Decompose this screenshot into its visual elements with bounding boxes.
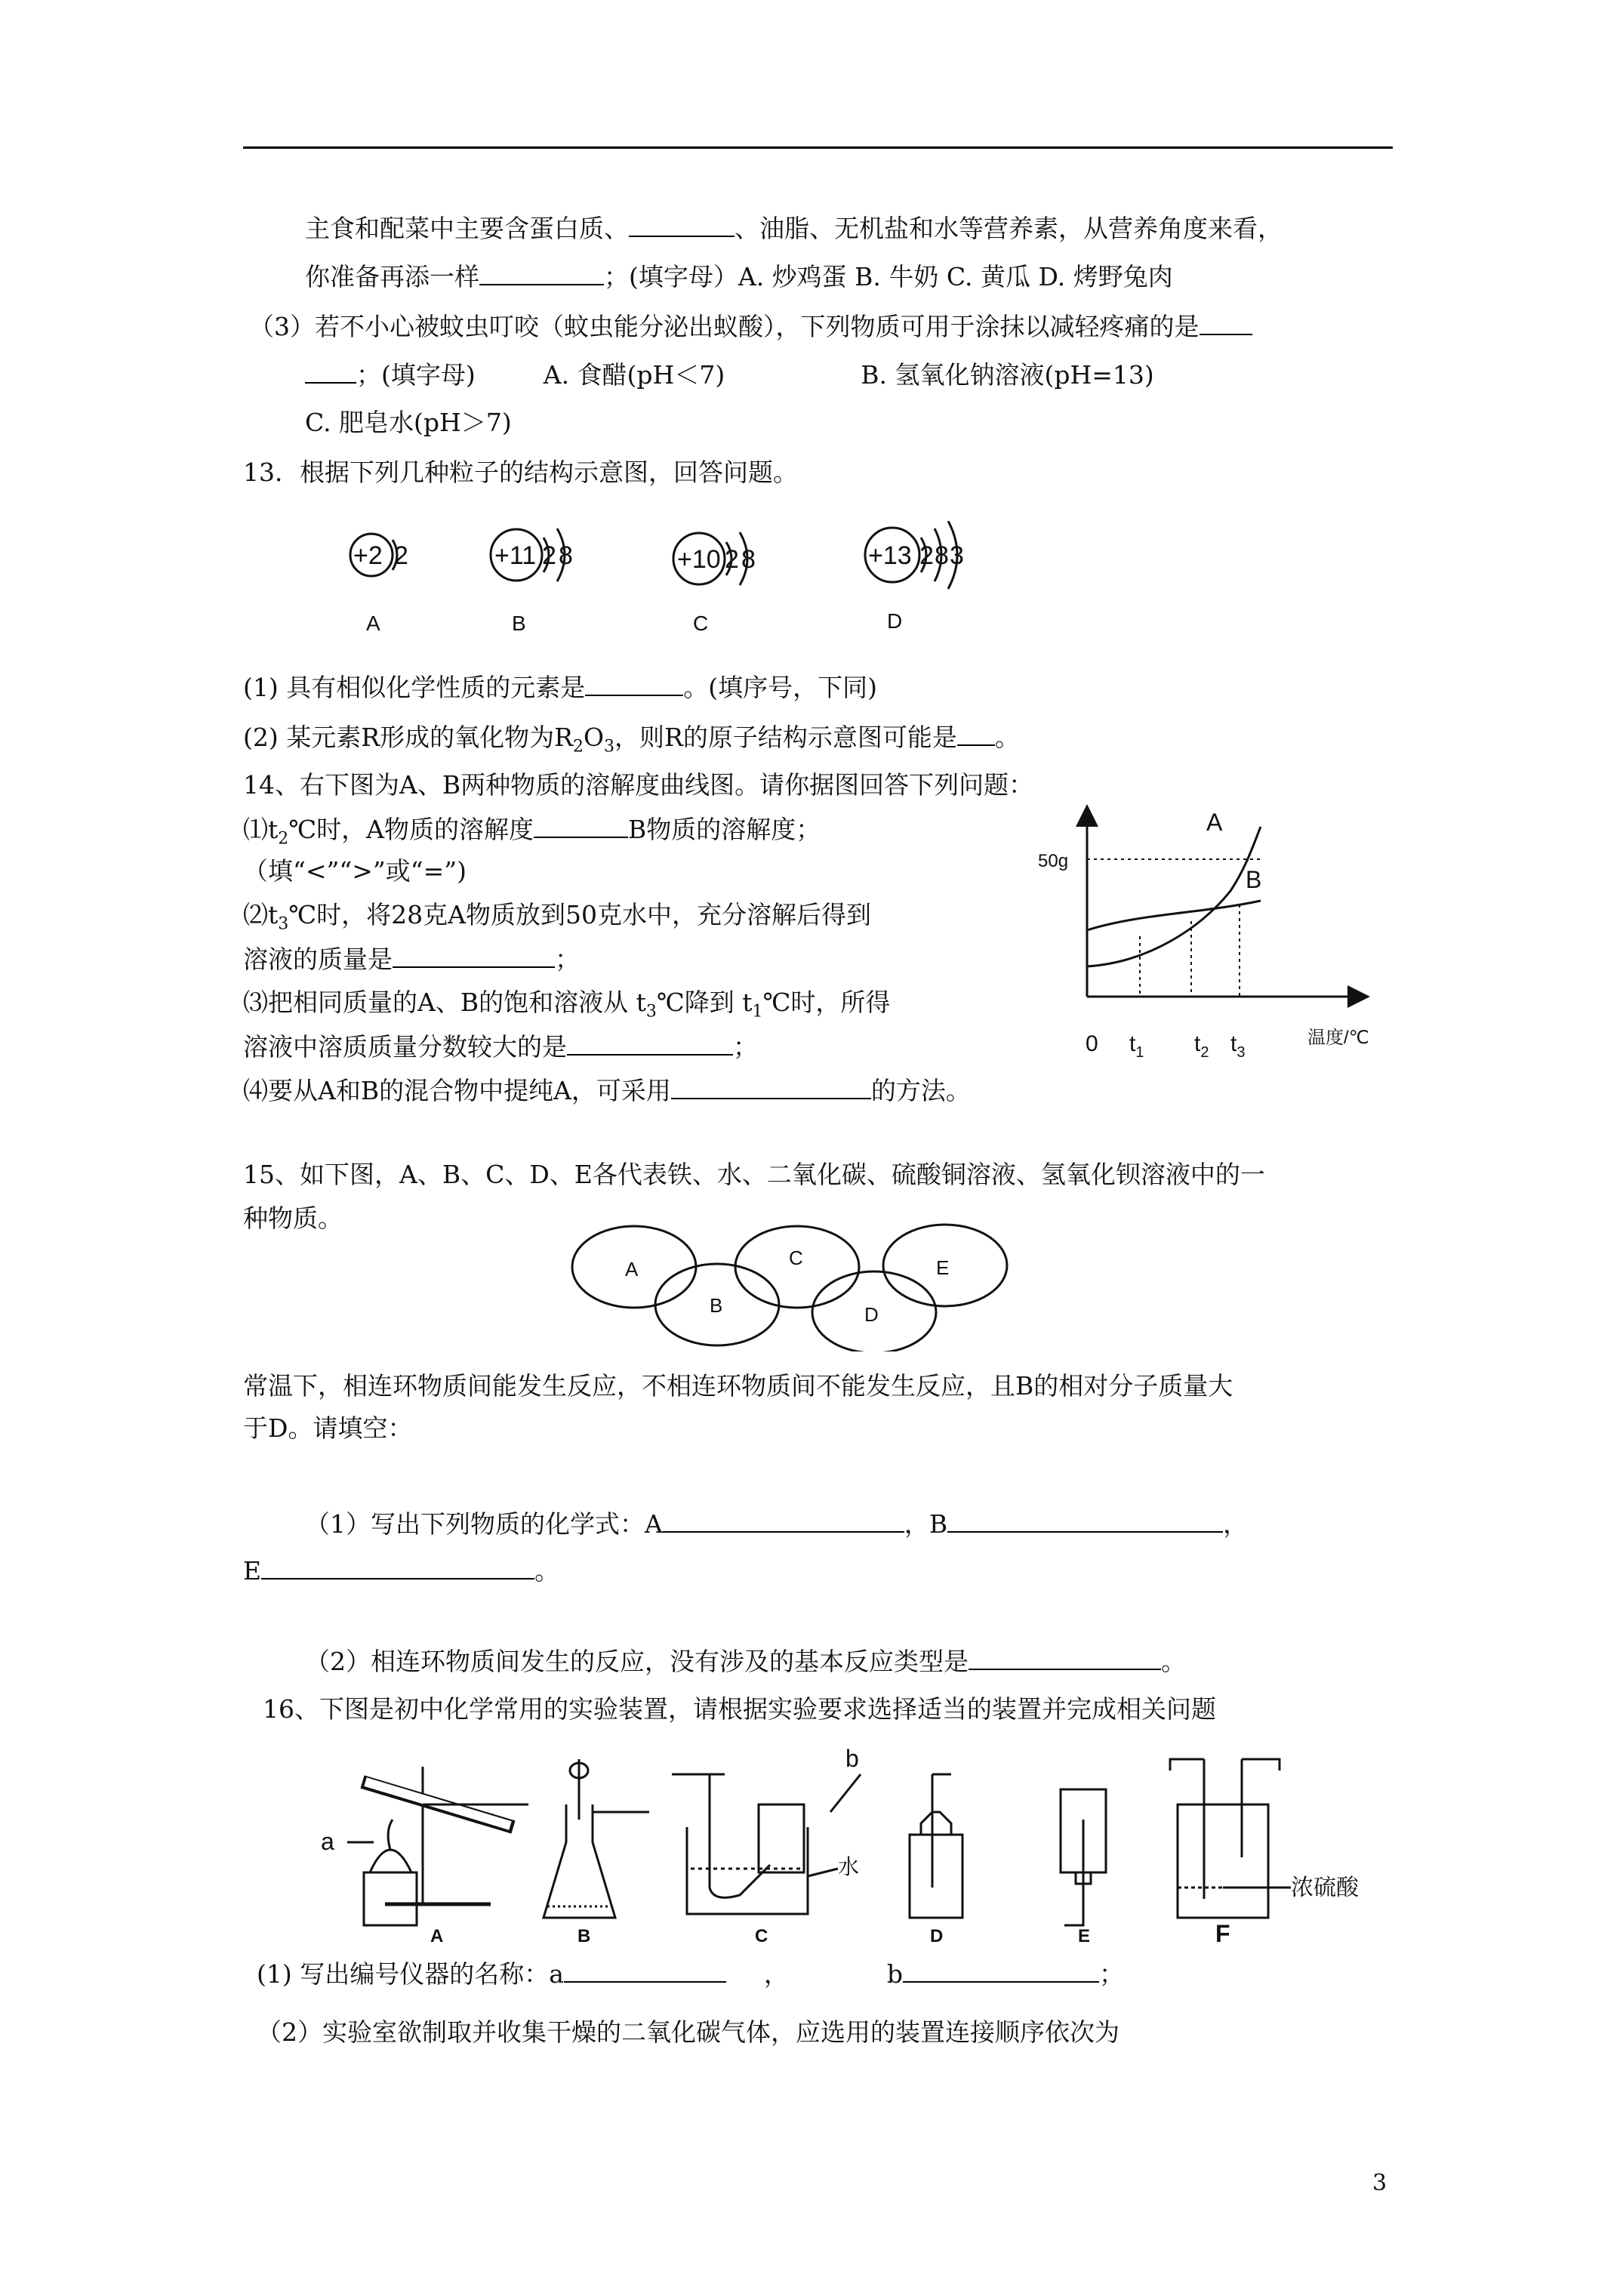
y-tick-50g: 50g bbox=[1038, 851, 1069, 871]
curve-a bbox=[1087, 827, 1261, 966]
q14-s1-hint: （填“<”“>”或“=”) bbox=[243, 856, 467, 886]
label-b: B bbox=[1246, 866, 1262, 893]
q12-line1: 主食和配菜中主要含蛋白质、 、油脂、无机盐和水等营养素，从营养角度来看， bbox=[305, 214, 1283, 243]
q15-stem-1: 15、如下图，A、B、C、D、E各代表铁、水、二氧化碳、硫酸铜溶液、氢氧化钡溶液中的一 bbox=[243, 1160, 1265, 1189]
curve-b bbox=[1087, 901, 1261, 930]
water-label: 水 bbox=[838, 1855, 860, 1878]
blank[interactable] bbox=[585, 672, 683, 696]
apparatus-b-label: B bbox=[577, 1926, 591, 1946]
ring-c-label: C bbox=[789, 1247, 803, 1269]
q15-stem-2: 种物质。 bbox=[243, 1203, 343, 1233]
q14-stem: 14、右下图为A、B两种物质的溶解度曲线图。请你据图回答下列问题： bbox=[243, 770, 1034, 800]
blank[interactable] bbox=[393, 944, 555, 968]
q13-sub2: (2) 某元素R形成的氧化物为$R_2O_3$，则R的原子结构示意图可能是 。 bbox=[243, 723, 1020, 757]
q14-s4: ⑷要从A和B的混合物中提纯A，可采用 的方法。 bbox=[243, 1076, 971, 1105]
atom-a-shell-1: 2 bbox=[394, 541, 408, 570]
q16-sub2: （2）实验室欲制取并收集干燥的二氧化碳气体，应选用的装置连接顺序依次为 bbox=[257, 2017, 1119, 2047]
q13-stem: 13．根据下列几种粒子的结构示意图，回答问题。 bbox=[243, 458, 798, 487]
x-tick-t3: $t_3$ bbox=[1230, 1031, 1246, 1061]
q12-opt-c: C. 肥皂水(pH＞7) bbox=[305, 408, 512, 437]
apparatus-d-label: D bbox=[930, 1926, 944, 1946]
x-tick-0: 0 bbox=[1086, 1031, 1098, 1056]
atom-a-nucleus: +2 bbox=[353, 541, 383, 570]
atom-b-shell-1: 2 bbox=[542, 541, 556, 570]
q13-sub1: (1) 具有相似化学性质的元素是 。(填序号，下同) bbox=[243, 673, 877, 702]
q14-s3: ⑶把相同质量的A、B的饱和溶液从 $t_3℃$降到 $t_1℃$时，所得 bbox=[243, 988, 891, 1022]
atom-c-label: C bbox=[693, 612, 709, 635]
apparatus-c-label: C bbox=[755, 1926, 768, 1946]
atom-c-nucleus: +10 bbox=[677, 545, 721, 574]
ring-d-label: D bbox=[864, 1303, 879, 1326]
acid-label: 浓硫酸 bbox=[1291, 1875, 1359, 1900]
blank[interactable] bbox=[947, 1509, 1223, 1533]
atom-d-shell-1: 2 bbox=[919, 541, 934, 570]
solubility-curve-chart bbox=[1027, 800, 1419, 1072]
q15-sub2: （2）相连环物质间发生的反应，没有涉及的基本反应类型是 。 bbox=[305, 1647, 1186, 1676]
blank[interactable] bbox=[957, 722, 995, 746]
x-tick-t2: $t_2$ bbox=[1194, 1031, 1209, 1061]
blank[interactable] bbox=[969, 1646, 1161, 1670]
blank[interactable] bbox=[663, 1509, 904, 1533]
q14-s1: $⑴t_2℃$时，A物质的溶解度 B物质的溶解度； bbox=[243, 815, 821, 849]
ring-a-label: A bbox=[625, 1258, 639, 1281]
atom-b-shell-2: 8 bbox=[559, 541, 573, 570]
atom-d-label: D bbox=[887, 609, 903, 633]
ring-e-label: E bbox=[936, 1256, 950, 1279]
q15-desc-2: 于D。请填空： bbox=[243, 1413, 413, 1443]
atom-d-shell-2: 8 bbox=[935, 541, 949, 570]
label-b-pointer: b bbox=[845, 1745, 859, 1772]
q12-sub3-cont: ；(填字母) A. 食醋(pH＜7) B. 氢氧化钠溶液(pH=13) bbox=[305, 359, 1154, 390]
q12-line2: 你准备再添一样 ；(填字母）A. 炒鸡蛋 B. 牛奶 C. 黄瓜 D. 烤野兔肉 bbox=[305, 262, 1173, 291]
blank[interactable] bbox=[903, 1959, 1099, 1983]
apparatus-e-label: E bbox=[1078, 1926, 1091, 1946]
atom-c-shell-2: 8 bbox=[741, 545, 756, 574]
blank[interactable] bbox=[534, 814, 628, 838]
page-number: 3 bbox=[1372, 2170, 1387, 2196]
q16-stem: 16、下图是初中化学常用的实验装置，请根据实验要求选择适当的装置并完成相关问题 bbox=[263, 1694, 1216, 1724]
blank[interactable] bbox=[1200, 311, 1252, 335]
blank[interactable] bbox=[564, 1959, 726, 1983]
lab-apparatus-diagram bbox=[317, 1737, 1374, 1948]
q14-s2: $⑵t_3℃$时，将28克A物质放到50克水中，充分溶解后得到 bbox=[243, 900, 871, 934]
x-axis-label: 温度/℃ bbox=[1307, 1028, 1369, 1048]
atom-a-label: A bbox=[366, 612, 380, 635]
blank[interactable] bbox=[479, 261, 604, 285]
header-rule bbox=[243, 146, 1393, 149]
q12-sub3: （3）若不小心被蚊虫叮咬（蚊虫能分泌出蚁酸），下列物质可用于涂抹以减轻疼痛的是 bbox=[249, 311, 1252, 342]
q14-s2-cont: 溶液的质量是 ； bbox=[243, 945, 580, 974]
atom-structure-diagrams bbox=[332, 521, 1012, 642]
ring-b-label: B bbox=[710, 1294, 723, 1317]
blank[interactable] bbox=[629, 213, 735, 237]
q15-sub1-cont: E 。 bbox=[243, 1556, 560, 1586]
x-tick-t1: $t_1$ bbox=[1129, 1031, 1144, 1061]
q14-s3-cont: 溶液中溶质质量分数较大的是 ； bbox=[243, 1032, 758, 1062]
apparatus-f-label: F bbox=[1215, 1920, 1230, 1947]
atom-c-shell-1: 2 bbox=[725, 545, 739, 574]
blank[interactable] bbox=[305, 359, 356, 384]
q15-sub1: （1）写出下列物质的化学式：A ，B ， bbox=[305, 1509, 1249, 1539]
label-a-pointer: a bbox=[321, 1828, 334, 1855]
blank[interactable] bbox=[261, 1555, 534, 1579]
apparatus-a-label: A bbox=[430, 1926, 444, 1946]
reaction-rings-diagram bbox=[559, 1223, 1012, 1351]
q16-sub1: (1) 写出编号仪器的名称：a ， b ； bbox=[257, 1959, 1125, 1989]
atom-b-label: B bbox=[512, 612, 526, 635]
atom-b-nucleus: +11 bbox=[494, 541, 537, 570]
atom-d-nucleus: +13 bbox=[868, 541, 912, 570]
blank[interactable] bbox=[671, 1075, 871, 1099]
blank[interactable] bbox=[567, 1031, 733, 1056]
atom-d-shell-3: 3 bbox=[950, 541, 964, 570]
q15-desc-1: 常温下，相连环物质间能发生反应，不相连环物质间不能发生反应，且B的相对分子质量大 bbox=[243, 1371, 1233, 1401]
label-a: A bbox=[1206, 809, 1223, 836]
